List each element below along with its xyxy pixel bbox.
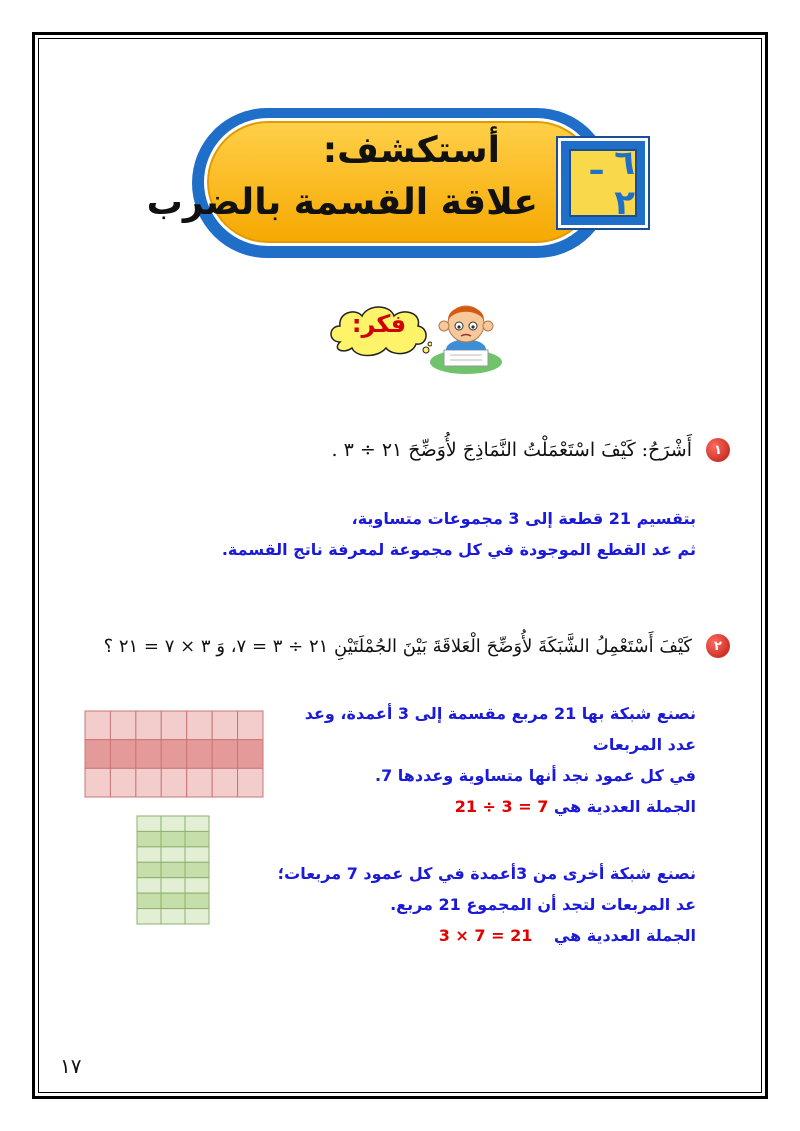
grid-cell — [137, 831, 161, 846]
grid-cell — [161, 847, 185, 862]
grid-cell — [110, 711, 135, 740]
grid-cell — [161, 909, 185, 924]
answer-1-line-1: بتقسيم 21 قطعة إلى 3 مجموعات متساوية، — [351, 509, 696, 528]
thinking-student-icon — [428, 296, 504, 376]
grid-cell — [161, 768, 186, 797]
grid-cell — [185, 816, 209, 831]
question-2 — [104, 634, 730, 658]
question-1-text: أَشْرَحُ: كَيْفَ اسْتَعْمَلْتُ النَّمَاذِجَ لأُوَضِّحَ ٢١ ÷ ٣ . — [331, 439, 692, 461]
grid-cell — [187, 711, 212, 740]
grid-cell — [185, 909, 209, 924]
grid-cell — [187, 740, 212, 769]
grid-cell — [161, 862, 185, 877]
grid-cell — [161, 893, 185, 908]
question-2-number-badge: ٢ — [706, 634, 730, 658]
grid-cell — [161, 740, 186, 769]
grid-cell — [212, 711, 237, 740]
number-sentence-label: الجملة العددية هي — [553, 926, 696, 945]
red-grid-figure — [84, 710, 264, 798]
grid-cell — [185, 878, 209, 893]
grid-cell — [110, 768, 135, 797]
question-2-answer-b — [278, 858, 696, 951]
division-equation: 21 ÷ 3 = 7 — [454, 797, 549, 816]
grid-cell — [137, 816, 161, 831]
grid-cell — [110, 740, 135, 769]
grid-cell — [85, 768, 110, 797]
question-2-answer-a — [305, 698, 696, 822]
answer-2a-line-3: في كل عمود نجد أنها متساوية وعددها 7. — [374, 766, 696, 785]
grid-cell — [137, 878, 161, 893]
lesson-number: ٦ ـ ٢ — [569, 149, 637, 217]
number-sentence-label: الجملة العددية هي — [553, 797, 696, 816]
grid-cell — [185, 862, 209, 877]
lesson-title-line2: علاقة القسمة بالضرب — [146, 182, 538, 223]
grid-cell — [212, 740, 237, 769]
question-1-number-badge: ١ — [706, 438, 730, 462]
grid-cell — [185, 831, 209, 846]
grid-cell — [136, 711, 161, 740]
page-number: ١٧ — [60, 1054, 82, 1078]
answer-2a-line-1: نصنع شبكة بها 21 مربع مقسمة إلى 3 أعمدة، وعد — [304, 704, 696, 723]
grid-cell — [185, 847, 209, 862]
grid-cell — [85, 711, 110, 740]
green-grid-figure — [136, 815, 210, 925]
answer-2b-line-3 — [278, 920, 696, 951]
answer-2a-line-4 — [305, 791, 696, 822]
lesson-title-line1: أستكشف: — [322, 130, 500, 171]
grid-cell — [161, 816, 185, 831]
question-1-answer — [222, 503, 696, 565]
grid-cell — [136, 768, 161, 797]
answer-2b-line-1: نصنع شبكة أخرى من 3أعمدة في كل عمود 7 مربعات؛ — [277, 864, 696, 883]
grid-cell — [161, 878, 185, 893]
question-2-text: كَيْفَ أَسْتَعْمِلُ الشَّبَكَةَ لأُوَضِّحَ الْعَلاقَةَ بَيْنَ الجُمْلَتَيْنِ ٢١ ÷ ٣ = ٧، وَ ٣ × ٧ = ٢١ ؟ — [103, 635, 692, 657]
grid-cell — [238, 768, 263, 797]
grid-cell — [85, 740, 110, 769]
grid-cell — [137, 909, 161, 924]
question-1 — [332, 438, 730, 462]
grid-cell — [212, 768, 237, 797]
grid-cell — [238, 711, 263, 740]
think-label: فكر: — [351, 310, 407, 338]
answer-2a-line-2: عدد المربعات — [592, 735, 696, 754]
grid-cell — [185, 893, 209, 908]
answer-1-line-2: ثم عد القطع الموجودة في كل مجموعة لمعرفة ناتج القسمة. — [221, 540, 696, 559]
grid-cell — [136, 740, 161, 769]
answer-2b-line-2: عد المربعات لتجد أن المجموع 21 مربع. — [390, 895, 696, 914]
multiplication-equation: 3 × 7 = 21 — [438, 926, 533, 945]
grid-cell — [137, 862, 161, 877]
grid-cell — [187, 768, 212, 797]
grid-cell — [137, 847, 161, 862]
grid-cell — [161, 711, 186, 740]
grid-cell — [161, 831, 185, 846]
grid-cell — [137, 893, 161, 908]
grid-cell — [238, 740, 263, 769]
lesson-number-badge — [558, 138, 648, 228]
